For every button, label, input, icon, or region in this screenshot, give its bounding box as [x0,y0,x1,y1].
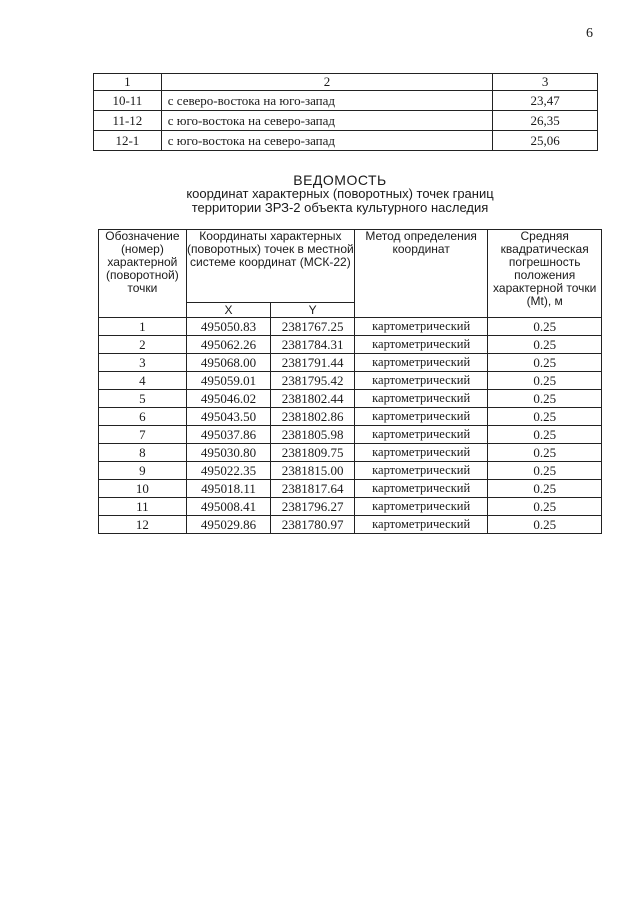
header-point-number: Обозначение (номер) характерной (поворотной) точки [99,230,187,318]
coord-x: 495059.01 [186,372,271,390]
title-line2: территории ЗРЗ-2 объекта культурного наследия [191,200,489,215]
segment-points: 11-12 [94,111,162,131]
coordinate-row [99,336,602,354]
coordinate-row [99,426,602,444]
coord-method: картометрический [354,516,487,534]
coordinate-row [99,372,602,390]
coord-y: 2381784.31 [271,336,355,354]
coord-y: 2381795.42 [271,372,355,390]
coord-error: 0.25 [488,516,602,534]
coordinates-table [98,229,602,534]
coord-method: картометрический [354,426,487,444]
coord-method: картометрический [354,336,487,354]
coord-error: 0.25 [488,390,602,408]
segment-length: 23,47 [493,91,598,111]
coord-x: 495050.83 [186,318,271,336]
coord-method: картометрический [354,318,487,336]
segment-direction: с юго-востока на северо-запад [161,131,493,151]
title-line1: координат характерных (поворотных) точек границ [186,186,494,201]
coord-method: картометрический [354,390,487,408]
segments-header-col2: 2 [161,74,493,91]
coord-error: 0.25 [488,498,602,516]
coord-error: 0.25 [488,372,602,390]
segments-header-col3: 3 [493,74,598,91]
coord-y: 2381796.27 [271,498,355,516]
point-number: 12 [99,516,187,534]
segment-row [94,91,598,111]
point-number: 6 [99,408,187,426]
coord-error: 0.25 [488,462,602,480]
header-error: Средняя квадратическая погрешность положения характерной точки (Mt), м [488,230,602,318]
coord-y: 2381815.00 [271,462,355,480]
coord-x: 495062.26 [186,336,271,354]
coord-x: 495018.11 [186,480,271,498]
coord-error: 0.25 [488,480,602,498]
coord-method: картометрический [354,444,487,462]
coordinate-row [99,390,602,408]
coord-y: 2381780.97 [271,516,355,534]
coord-x: 495029.86 [186,516,271,534]
coord-method: картометрический [354,462,487,480]
segment-length: 26,35 [493,111,598,131]
coord-y: 2381817.64 [271,480,355,498]
segment-direction: с юго-востока на северо-запад [161,111,493,131]
coord-x: 495008.41 [186,498,271,516]
coord-error: 0.25 [488,444,602,462]
coordinate-row [99,480,602,498]
segments-header-col1: 1 [94,74,162,91]
coord-y: 2381802.86 [271,408,355,426]
title-main: ВЕДОМОСТЬ [293,172,387,188]
coord-x: 495043.50 [186,408,271,426]
segment-direction: с северо-востока на юго-запад [161,91,493,111]
coord-x: 495046.02 [186,390,271,408]
coord-y: 2381791.44 [271,354,355,372]
point-number: 1 [99,318,187,336]
coord-error: 0.25 [488,408,602,426]
coord-y: 2381767.25 [271,318,355,336]
coord-method: картометрический [354,480,487,498]
coordinate-row [99,462,602,480]
point-number: 2 [99,336,187,354]
header-method: Метод определения координат [354,230,487,318]
coord-x: 495037.86 [186,426,271,444]
coord-method: картометрический [354,408,487,426]
segment-row [94,131,598,151]
coord-method: картометрический [354,372,487,390]
coords-header-row [99,230,602,303]
coord-x: 495068.00 [186,354,271,372]
coordinate-row [99,444,602,462]
point-number: 7 [99,426,187,444]
point-number: 10 [99,480,187,498]
header-x: X [186,303,271,318]
coord-y: 2381805.98 [271,426,355,444]
point-number: 3 [99,354,187,372]
coordinate-row [99,318,602,336]
coord-method: картометрический [354,498,487,516]
page-number: 6 [586,26,593,41]
coord-x: 495022.35 [186,462,271,480]
point-number: 11 [99,498,187,516]
coordinate-row [99,408,602,426]
coord-error: 0.25 [488,354,602,372]
point-number: 8 [99,444,187,462]
point-number: 4 [99,372,187,390]
header-coordinates: Координаты характерных (поворотных) точек в местной системе координат (МСК-22) [186,230,354,303]
statement-title [140,173,540,215]
coord-error: 0.25 [488,336,602,354]
segments-table [93,73,598,151]
header-y: Y [271,303,355,318]
segment-points: 10-11 [94,91,162,111]
coord-error: 0.25 [488,426,602,444]
coord-y: 2381802.44 [271,390,355,408]
coord-x: 495030.80 [186,444,271,462]
segment-row [94,111,598,131]
point-number: 5 [99,390,187,408]
coord-method: картометрический [354,354,487,372]
segment-length: 25,06 [493,131,598,151]
segments-header-row [94,74,598,91]
point-number: 9 [99,462,187,480]
segment-points: 12-1 [94,131,162,151]
coordinate-row [99,498,602,516]
coord-y: 2381809.75 [271,444,355,462]
coord-error: 0.25 [488,318,602,336]
coordinate-row [99,354,602,372]
coordinate-row [99,516,602,534]
